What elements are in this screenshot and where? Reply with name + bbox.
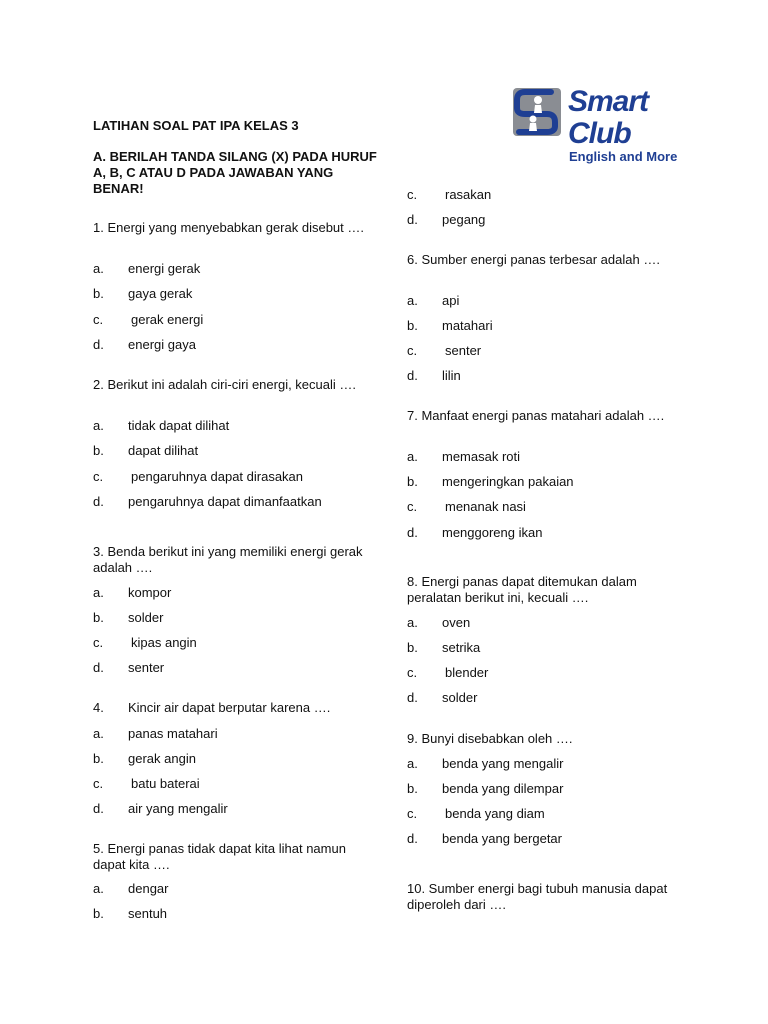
option-item[interactable]	[93, 610, 163, 626]
option-item[interactable]	[407, 525, 542, 541]
option-letter: d.	[407, 525, 418, 540]
option-text: setrika	[442, 640, 481, 655]
option-item[interactable]	[93, 585, 171, 601]
option-text: gerak angin	[128, 751, 196, 766]
option-text: benda yang dilempar	[442, 781, 564, 796]
option-letter: a.	[407, 449, 418, 464]
option-text: panas matahari	[128, 726, 218, 741]
option-item[interactable]	[407, 665, 488, 681]
question-text: 2. Berikut ini adalah ciri-ciri energi, kecuali ….	[93, 377, 356, 392]
option-item[interactable]	[93, 801, 228, 817]
option-text: api	[442, 293, 460, 308]
smart-club-logo	[511, 85, 716, 164]
question-text: 8. Energi panas dapat ditemukan dalam peralatan berikut ini, kecuali ….	[407, 574, 637, 605]
option-item[interactable]	[407, 756, 563, 772]
option-letter: d.	[407, 368, 418, 383]
option-letter: b.	[93, 751, 104, 766]
option-item[interactable]	[93, 261, 200, 277]
option-text: solder	[442, 690, 478, 705]
option-letter: b.	[407, 781, 418, 796]
option-text: rasakan	[445, 187, 492, 202]
option-letter: c.	[407, 806, 418, 821]
option-item[interactable]	[93, 751, 196, 767]
option-letter: c.	[407, 499, 418, 514]
option-letter: d.	[93, 801, 104, 816]
question-body: Kincir air dapat berputar karena ….	[128, 700, 331, 715]
option-letter: b.	[93, 906, 104, 921]
question-number: 4.	[93, 700, 104, 715]
option-item[interactable]	[407, 690, 477, 706]
option-item[interactable]	[407, 187, 491, 203]
option-text: gaya gerak	[128, 286, 193, 301]
option-item[interactable]	[93, 660, 164, 676]
option-text: kompor	[128, 585, 172, 600]
option-letter: d.	[407, 690, 418, 705]
option-letter: b.	[93, 610, 104, 625]
option-text: memasak roti	[442, 449, 521, 464]
option-letter: c.	[93, 776, 104, 791]
option-item[interactable]	[407, 499, 526, 515]
instruction-heading: A. BERILAH TANDA SILANG (X) PADA HURUF A, B, C ATAU D PADA JAWABAN YANG BENAR!	[93, 149, 377, 196]
option-letter: d.	[93, 337, 104, 352]
question-text: 10. Sumber energi bagi tubuh manusia dapat diperoleh dari ….	[407, 881, 668, 912]
option-text: menggoreng ikan	[442, 525, 543, 540]
option-letter: c.	[407, 343, 418, 358]
option-text: menanak nasi	[445, 499, 526, 514]
option-text: senter	[128, 660, 165, 675]
smart-club-emblem-icon	[511, 86, 565, 138]
logo-sub-text: English and More	[569, 149, 678, 164]
option-letter: b.	[407, 474, 418, 489]
option-letter: d.	[93, 494, 104, 509]
question-text	[93, 700, 368, 716]
worksheet-title: LATIHAN SOAL PAT IPA KELAS 3	[93, 118, 299, 133]
option-item[interactable]	[93, 635, 197, 651]
option-text: lilin	[442, 368, 461, 383]
option-text: tidak dapat dilihat	[128, 418, 230, 433]
option-letter: c.	[93, 469, 104, 484]
logo-text	[568, 86, 716, 164]
option-letter: d.	[407, 831, 418, 846]
option-letter: c.	[93, 635, 104, 650]
option-text: dapat dilihat	[128, 443, 199, 458]
option-item[interactable]	[407, 318, 493, 334]
option-letter: a.	[93, 881, 104, 896]
option-item[interactable]	[407, 806, 545, 822]
question-text: 1. Energi yang menyebabkan gerak disebut ….	[93, 220, 365, 235]
option-item[interactable]	[93, 312, 203, 328]
option-item[interactable]	[93, 418, 229, 434]
question-text: 5. Energi panas tidak dapat kita lihat namun dapat kita ….	[93, 841, 346, 872]
option-text: benda yang diam	[445, 806, 545, 821]
option-text: batu baterai	[131, 776, 200, 791]
option-letter: a.	[93, 726, 104, 741]
option-letter: a.	[93, 585, 104, 600]
option-item[interactable]	[93, 726, 218, 742]
question-text: 3. Benda berikut ini yang memiliki energi gerak adalah ….	[93, 544, 363, 575]
option-letter: d.	[93, 660, 104, 675]
option-text: benda yang mengalir	[442, 756, 564, 771]
option-item[interactable]	[93, 494, 322, 510]
option-text: oven	[442, 615, 471, 630]
option-text: gerak energi	[131, 312, 204, 327]
option-text: blender	[445, 665, 489, 680]
question-text: 9. Bunyi disebabkan oleh ….	[407, 731, 573, 746]
option-item[interactable]	[407, 474, 574, 490]
option-letter: b.	[407, 318, 418, 333]
option-text: matahari	[442, 318, 493, 333]
option-item[interactable]	[407, 368, 461, 384]
option-item[interactable]	[407, 640, 480, 656]
option-letter: a.	[407, 293, 418, 308]
option-item[interactable]	[407, 449, 520, 465]
option-item[interactable]	[93, 776, 200, 792]
option-item[interactable]	[407, 212, 485, 228]
option-text: air yang mengalir	[128, 801, 228, 816]
option-text: energi gerak	[128, 261, 201, 276]
option-text: senter	[445, 343, 482, 358]
option-letter: d.	[407, 212, 418, 227]
option-text: solder	[128, 610, 164, 625]
option-item[interactable]	[93, 286, 192, 302]
option-letter: a.	[407, 615, 418, 630]
option-text: pegang	[442, 212, 486, 227]
option-text: benda yang bergetar	[442, 831, 562, 846]
option-item[interactable]	[93, 443, 198, 459]
option-letter: a.	[407, 756, 418, 771]
option-letter: b.	[407, 640, 418, 655]
option-letter: b.	[93, 443, 104, 458]
option-item[interactable]	[407, 831, 562, 847]
option-text: pengaruhnya dapat dimanfaatkan	[128, 494, 322, 509]
logo-main-text: Smart Club	[568, 85, 649, 150]
option-letter: a.	[93, 261, 104, 276]
option-item[interactable]	[93, 881, 168, 897]
question-text: 7. Manfaat energi panas matahari adalah ….	[407, 408, 665, 423]
option-item[interactable]	[407, 615, 470, 631]
option-text: dengar	[128, 881, 169, 896]
option-item[interactable]	[93, 337, 196, 353]
option-item[interactable]	[407, 343, 481, 359]
option-item[interactable]	[93, 469, 303, 485]
option-letter: c.	[407, 187, 418, 202]
option-letter: c.	[93, 312, 104, 327]
option-letter: b.	[93, 286, 104, 301]
option-item[interactable]	[93, 906, 167, 922]
option-item[interactable]	[407, 781, 563, 797]
option-text: energi gaya	[128, 337, 196, 352]
option-letter: a.	[93, 418, 104, 433]
option-text: kipas angin	[131, 635, 197, 650]
option-item[interactable]	[407, 293, 459, 309]
question-text: 6. Sumber energi panas terbesar adalah ….	[407, 252, 660, 267]
option-text: mengeringkan pakaian	[442, 474, 574, 489]
option-letter: c.	[407, 665, 418, 680]
option-text: sentuh	[128, 906, 168, 921]
option-text: pengaruhnya dapat dirasakan	[131, 469, 304, 484]
